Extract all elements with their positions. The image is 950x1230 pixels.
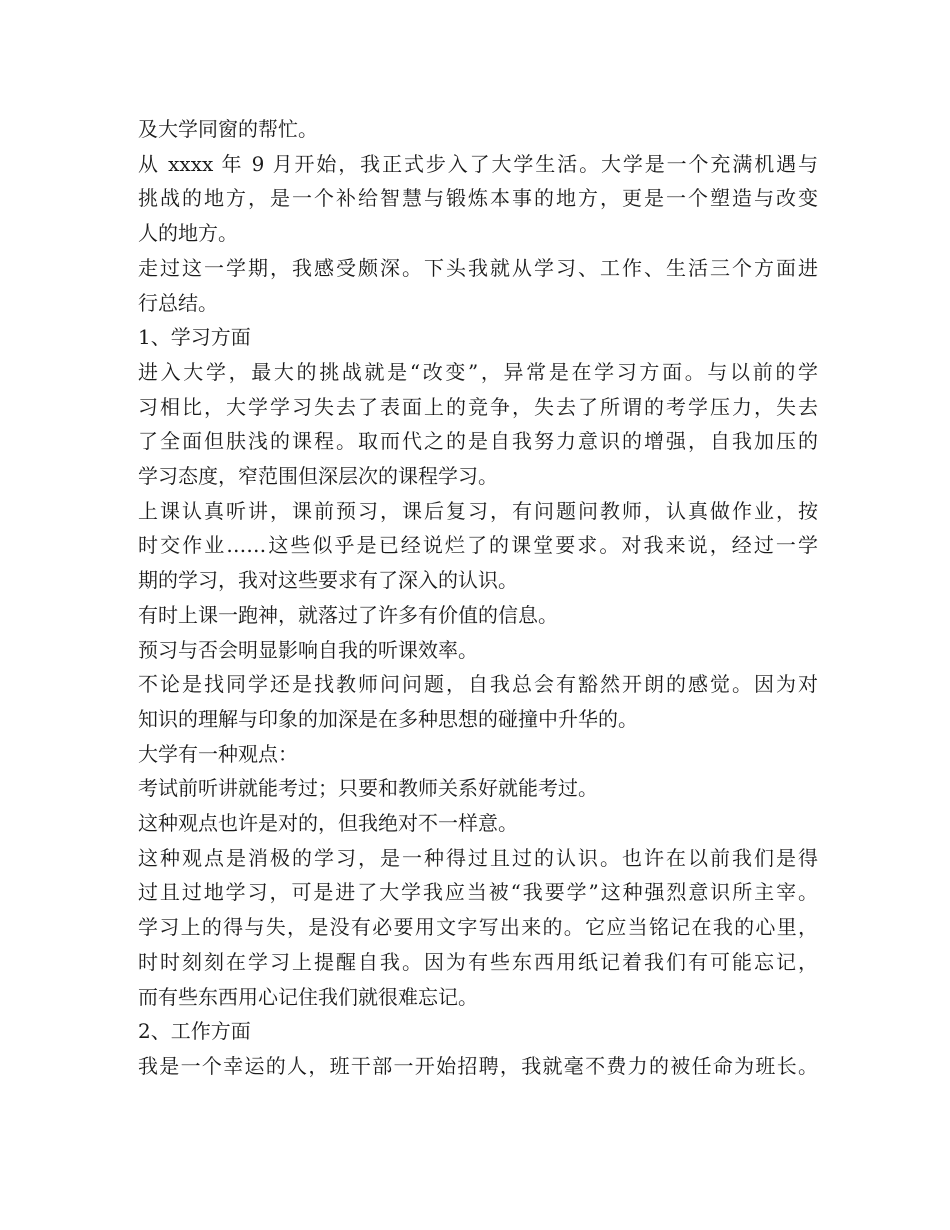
text-line: 1、学习方面: [138, 325, 251, 350]
text-line: 时交作业……这些似乎是已经说烂了的课堂要求。对我来说，经过一学: [138, 533, 818, 558]
text-line: 进入大学，最大的挑战就是“改变”，异常是在学习方面。与以前的学: [138, 359, 818, 384]
text-line: 期的学习，我对这些要求有了深入的认识。: [138, 568, 518, 593]
text-line: 挑战的地方，是一个补给智慧与锻炼本事的地方，更是一个塑造与改变: [138, 186, 818, 211]
document-body: [138, 112, 818, 1084]
text-line: 我是一个幸运的人，班干部一开始招聘，我就毫不费力的被任命为班长。: [138, 1053, 818, 1078]
text-line: 习相比，大学学习失去了表面上的竞争，失去了所谓的考学压力，失去: [138, 394, 818, 419]
text-line: 及大学同窗的帮忙。: [138, 117, 318, 141]
text-line: 过且过地学习，可是进了大学我应当被“我要学”这种强烈意识所主宰。: [138, 880, 818, 905]
text-line: 2、工作方面: [138, 1019, 251, 1044]
text-line: 行总结。: [138, 290, 218, 315]
text-line: 人的地方。: [138, 221, 238, 246]
text-line: 考试前听讲就能考过；只要和教师关系好就能考过。: [138, 776, 598, 801]
text-line: 了全面但肤浅的课程。取而代之的是自我努力意识的增强，自我加压的: [138, 429, 818, 454]
text-line: 学习态度，窄范围但深层次的课程学习。: [138, 464, 498, 489]
text-line: 而有些东西用心记住我们就很难忘记。: [138, 984, 478, 1009]
text-line: 这种观点是消极的学习，是一种得过且过的认识。也许在以前我们是得: [138, 845, 818, 870]
text-line: 学习上的得与失，是没有必要用文字写出来的。它应当铭记在我的心里，: [138, 915, 818, 940]
text-line: 这种观点也许是对的，但我绝对不一样意。: [138, 811, 518, 836]
text-line: 预习与否会明显影响自我的听课效率。: [138, 637, 478, 662]
text-line: 上课认真听讲，课前预习，课后复习，有问题问教师，认真做作业，按: [138, 498, 818, 523]
text-line: 知识的理解与印象的加深是在多种思想的碰撞中升华的。: [138, 706, 638, 731]
text-line: 从 xxxx 年 9 月开始，我正式步入了大学生活。大学是一个充满机遇与: [138, 151, 818, 176]
text-line: 有时上课一跑神，就落过了许多有价值的信息。: [138, 602, 558, 627]
text-line: 大学有一种观点：: [138, 741, 298, 766]
text-line: 不论是找同学还是找教师问问题，自我总会有豁然开朗的感觉。因为对: [138, 672, 818, 697]
text-line: 时时刻刻在学习上提醒自我。因为有些东西用纸记着我们有可能忘记，: [138, 949, 818, 974]
text-line: 走过这一学期，我感受颇深。下头我就从学习、工作、生活三个方面进: [138, 255, 818, 280]
